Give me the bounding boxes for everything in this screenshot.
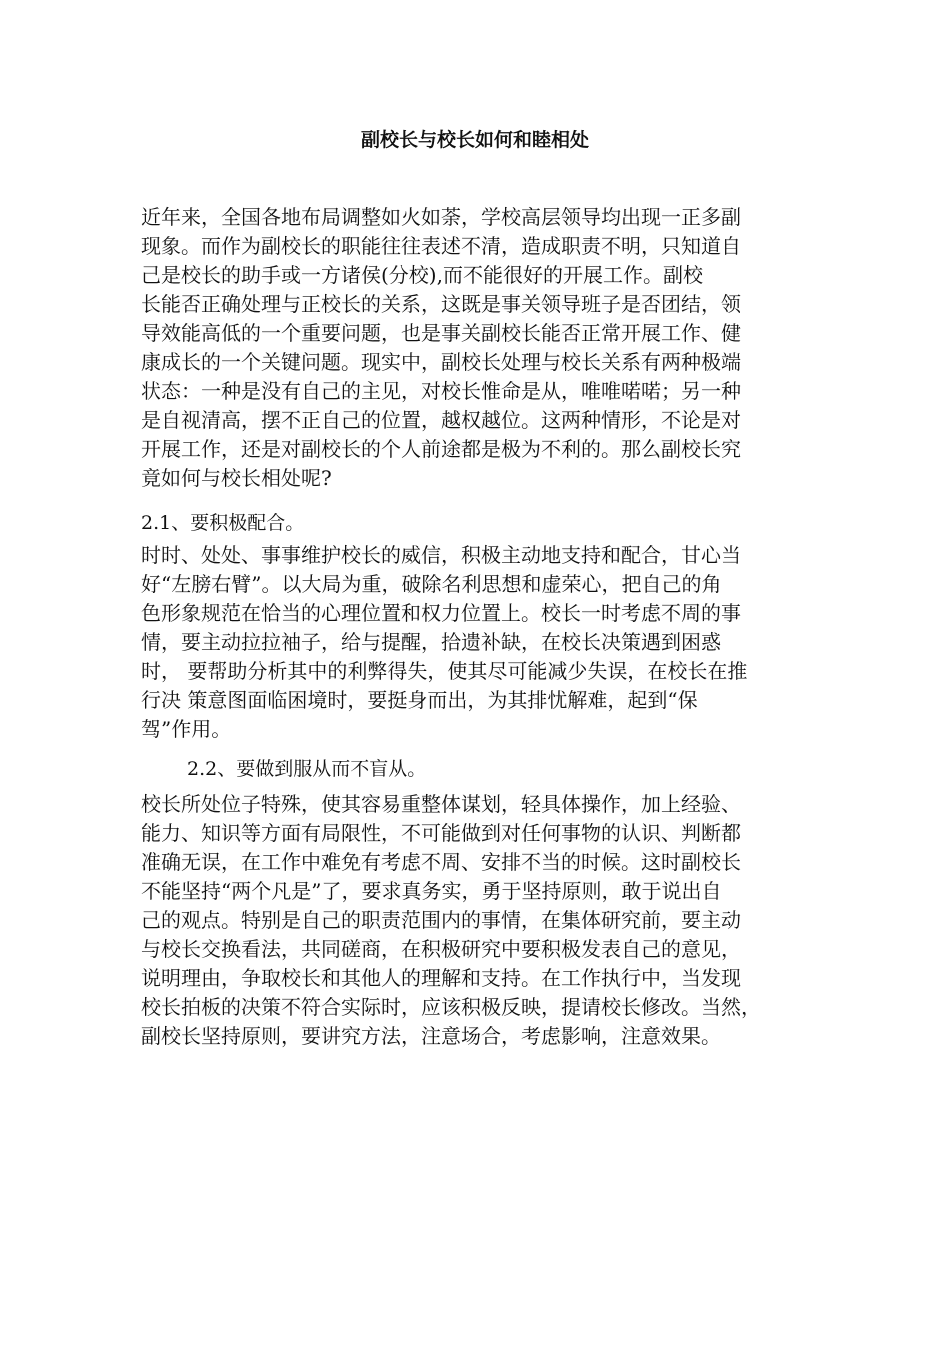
text-line: 时， 要帮助分析其中的利弊得失，使其尽可能减少失误，在校长在推 bbox=[141, 659, 748, 683]
text-line: 情，要主动拉拉袖子，给与提醒，拾遗补缺，在校长决策遇到困惑 bbox=[141, 630, 721, 654]
text-line: 校长所处位子特殊，使其容易重整体谋划，轻具体操作，加上经验、 bbox=[141, 792, 741, 816]
text-line: 开展工作，还是对副校长的个人前途都是极为不利的。那么副校长究 bbox=[141, 437, 741, 461]
text-line: 近年来，全国各地布局调整如火如荼，学校高层领导均出现一正多副 bbox=[141, 205, 741, 229]
text-line: 与校长交换看法，共同磋商，在积极研究中要积极发表自己的意见， bbox=[141, 937, 741, 961]
text-line: 行决 策意图面临困境时，要挺身而出，为其排忧解难，起到“保 bbox=[141, 688, 698, 712]
text-line: 说明理由，争取校长和其他人的理解和支持。在工作执行中，当发现 bbox=[141, 966, 741, 990]
text-line: 状态：一种是没有自己的主见，对校长惟命是从，唯唯喏喏；另一种 bbox=[141, 379, 741, 403]
text-line: 长能否正确处理与正校长的关系，这既是事关领导班子是否团结，领 bbox=[141, 292, 741, 316]
section-heading-2: 2.2、要做到服从而不盲从。 bbox=[187, 758, 427, 780]
text-line: 不能坚持“两个凡是”了，要求真务实，勇于坚持原则，敢于说出自 bbox=[141, 879, 722, 903]
text-line: 己的观点。特别是自己的职责范围内的事情，在集体研究前，要主动 bbox=[141, 908, 741, 932]
text-line: 好“左膀右臂”。以大局为重，破除名利思想和虚荣心，把自己的角 bbox=[141, 572, 722, 596]
text-line: 竟如何与校长相处呢? bbox=[141, 466, 332, 490]
intro-paragraph bbox=[141, 203, 813, 493]
document-title: 副校长与校长如何和睦相处 bbox=[360, 129, 589, 151]
section-heading-1: 2.1、要积极配合。 bbox=[141, 512, 305, 534]
text-line: 现象。而作为副校长的职能往往表述不清，造成职责不明，只知道自 bbox=[141, 234, 741, 258]
text-line: 准确无误，在工作中难免有考虑不周、安排不当的时候。这时副校长 bbox=[141, 850, 741, 874]
text-line: 是自视清高，摆不正自己的位置，越权越位。这两种情形，不论是对 bbox=[141, 408, 741, 432]
text-line: 己是校长的助手或一方诸侯(分校),而不能很好的开展工作。副校 bbox=[141, 263, 703, 287]
text-line: 能力、知识等方面有局限性，不可能做到对任何事物的认识、判断都 bbox=[141, 821, 741, 845]
text-line: 康成长的一个关键问题。现实中，副校长处理与校长关系有两种极端 bbox=[141, 350, 741, 374]
section-1-paragraph bbox=[141, 541, 813, 744]
text-line: 驾”作用。 bbox=[141, 717, 232, 741]
text-line: 色形象规范在恰当的心理位置和权力位置上。校长一时考虑不周的事 bbox=[141, 601, 741, 625]
text-line: 副校长坚持原则，要讲究方法，注意场合，考虑影响，注意效果。 bbox=[141, 1024, 721, 1048]
text-line: 时时、处处、事事维护校长的威信，积极主动地支持和配合，甘心当 bbox=[141, 543, 741, 567]
text-line: 导效能高低的一个重要问题，也是事关副校长能否正常开展工作、健 bbox=[141, 321, 741, 345]
section-2-paragraph bbox=[141, 790, 813, 1051]
text-line: 校长拍板的决策不符合实际时，应该积极反映，提请校长修改。当然， bbox=[141, 995, 761, 1019]
